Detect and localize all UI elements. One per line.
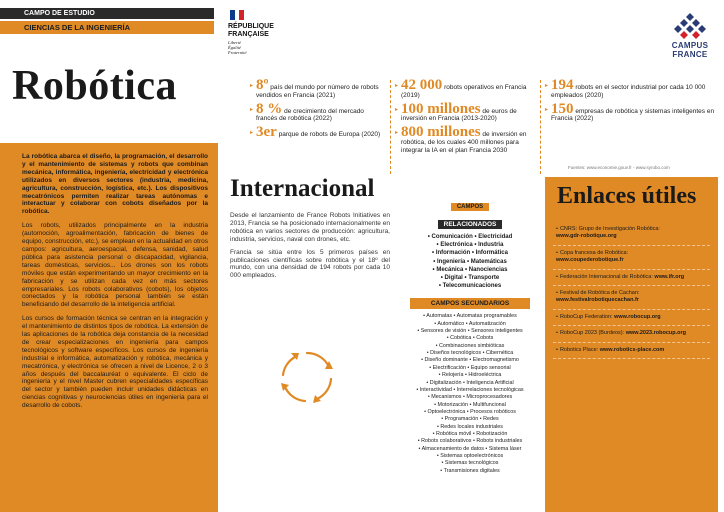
stat-number: 8º <box>256 77 269 93</box>
internacional-text <box>230 212 390 285</box>
secondary-field-line: • Optoelectrónica • Procesos robóticos <box>424 408 516 415</box>
secondary-field-line: • Sistemas optoelectrónicos <box>436 452 504 459</box>
related-field-line: • Telecomunicaciones <box>438 283 502 290</box>
stat-item <box>395 124 537 154</box>
stat-text: país del mundo por número de robots vendidos en Francia (2021) <box>256 84 379 99</box>
stat-text: empresas de robótica y sistemas inteligentes en Francia (2022) <box>551 107 715 123</box>
link-item[interactable]: • Copa francesa de Robótica: www.coupederobotique.fr <box>553 246 710 270</box>
description-column <box>0 143 218 512</box>
secondary-field-line: • Sensores de visión • Sensores inteligentes <box>417 328 523 335</box>
stat-item <box>395 77 537 100</box>
secondary-field-line: • Sistemas tecnológicos <box>441 460 499 467</box>
related-field-line: • Información • Informática <box>432 250 508 257</box>
page-title: Robótica <box>12 63 177 109</box>
useful-links-panel <box>545 177 718 512</box>
arrow-icon: ▸ <box>395 130 399 137</box>
stat-text: robots en el sector industrial por cada 10 000 empleados (2020) <box>551 84 706 99</box>
stat-number: 800 millones <box>401 124 481 141</box>
secondary-field-line: • Digitalización • Inteligencia Artificial <box>426 379 514 386</box>
arrow-icon: ▸ <box>395 106 399 113</box>
secondary-field-line: • Electrificación • Equipo sensorial <box>429 364 511 371</box>
republique-francaise-logo <box>228 10 308 55</box>
link-label: Festival de Robótica de Cachan: <box>559 290 640 297</box>
link-label: Robotics Place: <box>559 346 599 353</box>
link-url[interactable]: www.gdr-robotique.org <box>556 233 617 240</box>
secondary-field-line: • Diseño dominante • Electromagnetismo <box>421 357 519 364</box>
stat-text: robots operativos en Francia (2019) <box>401 84 527 99</box>
stat-number: 42 000 <box>401 77 443 93</box>
related-field-line: • Electrónica • Industria <box>436 242 504 249</box>
related-field-line: • Comunicación • Electricidad <box>427 234 513 240</box>
related-fields-heading: CAMPOS <box>451 203 489 211</box>
link-url[interactable]: www.coupederobotique.fr <box>556 257 624 264</box>
engineering-sciences-tag: CIENCIAS DE LA INGENIERÍA <box>0 21 214 34</box>
stat-text: de crecimiento del mercado francés de robótica (2022) <box>256 107 364 123</box>
secondary-field-line: • Motorización • Multifuncional <box>434 401 506 408</box>
useful-links-heading: Enlaces útiles <box>557 183 697 209</box>
stat-item <box>250 124 385 141</box>
study-field-tag: CAMPO DE ESTUDIO <box>0 8 214 19</box>
secondary-field-line: • Programación • Redes <box>441 416 499 423</box>
rf-motto-3: Fraternité <box>228 50 247 55</box>
stat-text: de inversión en robótica, de los cuales 400 millones para integrar la IA en el plan Francia 2030 <box>401 131 527 154</box>
arrow-icon: ▸ <box>395 83 399 89</box>
arrow-icon: ▸ <box>545 106 549 113</box>
body-paragraph: Los cursos de formación técnica se centran en la integración y el mantenimiento de distintos tipos de robótica. La extensión de las aplicaciones de la robótica deja constancia de la necesidad de crear especializaciones en ingeniería para campos tecnológicos y software específicos. Los cursos de ingeniería industrial e informática, automatización y robótica, mecánica y mecatrónica, y electrónica se ofrecen a nivel de Licence, 2 o 3 años después del baccalauréat o equivalente. El ciclo de ingeniería y el nivel Master cubren especialidades específicas del sector y también pueden incluir unidades didácticas en ciencias cognitivas y neurociencias útiles en ingeniería para el desarrollo de cobots. <box>22 315 208 410</box>
internacional-paragraph: Francia se sitúa entre los 5 primeros países en publicaciones científicas sobre robótica y el 18º del mundo, con una densidad de 194 robots por cada 10 000 empleados. <box>230 248 390 280</box>
stat-number: 8 % <box>256 100 283 117</box>
rf-title-line2: FRANÇAISE <box>228 30 269 38</box>
french-flag-icon <box>230 10 244 20</box>
stat-number: 3er <box>256 124 277 141</box>
secondary-field-line: • Interactividad • Interrelaciones tecnológicas <box>416 386 524 393</box>
rf-title-line1: RÉPUBLIQUE <box>228 23 274 30</box>
stat-item <box>250 100 385 124</box>
link-label: Copa francesa de Robótica: <box>559 249 629 256</box>
stat-item <box>395 100 537 124</box>
campus-france-logo <box>660 12 720 59</box>
stat-item <box>545 100 715 124</box>
stats-divider <box>540 80 541 174</box>
link-label: RoboCup Federation: <box>559 313 613 320</box>
stat-text: de euros de inversión en Francia (2013-2020) <box>401 107 517 123</box>
secondary-field-line: • Relojería • Hidroeléctrica <box>438 372 502 379</box>
link-item[interactable]: • CNRS: Grupo de Investigación Robótica: www.gdr-robotique.org <box>553 222 710 246</box>
secondary-field-line: • Automático • Automatización <box>434 320 506 327</box>
arrow-icon: ▸ <box>250 83 254 89</box>
link-item[interactable]: • RoboCup 2023 (Burdeos): www.2023.robocup.org <box>553 326 710 342</box>
link-label: RoboCup 2023 (Burdeos): <box>559 330 625 337</box>
stats-source: Fuentes: www.economie.gouv.fr - www.syrobo.com <box>568 165 670 170</box>
link-url[interactable]: www.robocup.org <box>614 313 661 320</box>
secondary-field-line: • Combinaciones simbióticas <box>435 342 505 349</box>
related-field-line: • Ingeniería • Matemáticas <box>433 258 507 265</box>
stats-column-3 <box>545 77 715 127</box>
stat-number: 100 millones <box>401 100 481 117</box>
stats-divider <box>390 80 391 174</box>
related-fields <box>405 195 535 475</box>
campus-france-line1: CAMPUS <box>671 41 709 50</box>
rf-motto-1: Liberté <box>228 40 241 45</box>
link-item[interactable]: • Robotics Place: www.robotics-place.com <box>553 343 710 359</box>
related-fields-subheading: RELACIONADOS <box>438 220 503 229</box>
internacional-paragraph: Desde el lanzamiento de France Robots Initiatives en 2013, Francia se ha posicionado internacionalmente en robótica en varios sectores de producción: agricultura, industria, servicios, naval con drones, etc. <box>230 212 390 243</box>
stats-column-2 <box>395 77 537 159</box>
campus-france-line2: FRANCE <box>672 49 708 59</box>
link-url[interactable]: www.robotics-place.com <box>599 346 665 353</box>
link-label: Federación Internacional de Robótica: <box>559 273 653 280</box>
link-item[interactable]: • Festival de Robótica de Cachan: www.festivalrobotiquecachan.fr <box>553 286 710 310</box>
internacional-heading: Internacional <box>230 175 375 202</box>
link-item[interactable]: • RoboCup Federation: www.robocup.org <box>553 310 710 326</box>
related-field-line: • Digital • Transporte <box>440 275 500 282</box>
stat-text: parque de robots de Europa (2020) <box>278 131 381 139</box>
secondary-field-line: • Automatas • Automatas programables <box>423 313 517 320</box>
stat-number: 150 <box>551 100 574 117</box>
intro-paragraph: La robótica abarca el diseño, la programación, el desarrollo y el mantenimiento de sistemas y robots que combinan mecánica, informática, ingeniería, electricidad y electrónica utilizados en diversos sectores (industria, medicina, agricultura, construcción, logística, etc.). Los dispositivos mecatrónicos permiten realizar tareas autónomas e interactuar y colaborar con cobots diseñados por la robótica. <box>22 153 208 216</box>
stats-column-1 <box>250 77 385 143</box>
link-url[interactable]: www.2023.robocup.org <box>625 330 686 337</box>
link-url[interactable]: www.festivalrobotiquecachan.fr <box>556 297 639 304</box>
secondary-field-line: • Almacenamiento de datos • Sistema láser <box>418 445 522 452</box>
stat-item <box>545 77 715 100</box>
secondary-field-line: • Diseños tecnológicos • Cibernética <box>426 350 514 357</box>
secondary-field-line: • Redes locales industriales <box>436 423 503 430</box>
stat-item <box>250 77 385 100</box>
secondary-field-line: • Robots colaborativos • Robots industriales <box>417 438 523 445</box>
secondary-field-line: • Mecanismos • Microprocesadores <box>427 394 513 401</box>
secondary-fields-heading: CAMPOS SECUNDARIOS <box>410 298 530 309</box>
link-item[interactable]: • Federación Internacional de Robótica: www.ifr.org <box>553 270 710 286</box>
arrow-icon: ▸ <box>545 83 549 89</box>
body-paragraph: Los robots, utilizados principalmente en la industria (automoción, agroalimentación, fabricación de bienes de equipo, construcción, etc.), se emplean en la actualidad en otros campos: agricultura, aeroespacial, defensa, sanidad, salud pública para asistencia personal o discapacidad, vigilancia, tareas domésticas, servicios... Los drones son los robots móviles que están experimentando un mayor crecimiento en la fabricación y se utilizan cada vez en más sectores empresariales. Los robots colaborativos (cobots), los objetos conectados y la robótica personal también se están beneficiando del desarrollo de la inteligencia artificial. <box>22 222 208 309</box>
link-url[interactable]: www.ifr.org <box>654 273 685 280</box>
cycle-arrows-icon <box>275 345 339 409</box>
rf-motto-2: Égalité <box>228 45 241 50</box>
secondary-field-line: • Transmisiones digitales <box>440 467 500 474</box>
campus-france-mark-icon <box>670 12 710 40</box>
arrow-icon: ▸ <box>250 130 254 137</box>
secondary-field-line: • Robótica móvil • Robotización <box>432 430 508 437</box>
link-label: CNRS: Grupo de Investigación Robótica: <box>559 226 660 232</box>
related-field-line: • Mecánica • Nanociencias <box>432 266 508 273</box>
stat-number: 194 <box>551 77 574 93</box>
secondary-field-line: • Cobótica • Cobots <box>446 335 494 342</box>
arrow-icon: ▸ <box>250 106 254 113</box>
